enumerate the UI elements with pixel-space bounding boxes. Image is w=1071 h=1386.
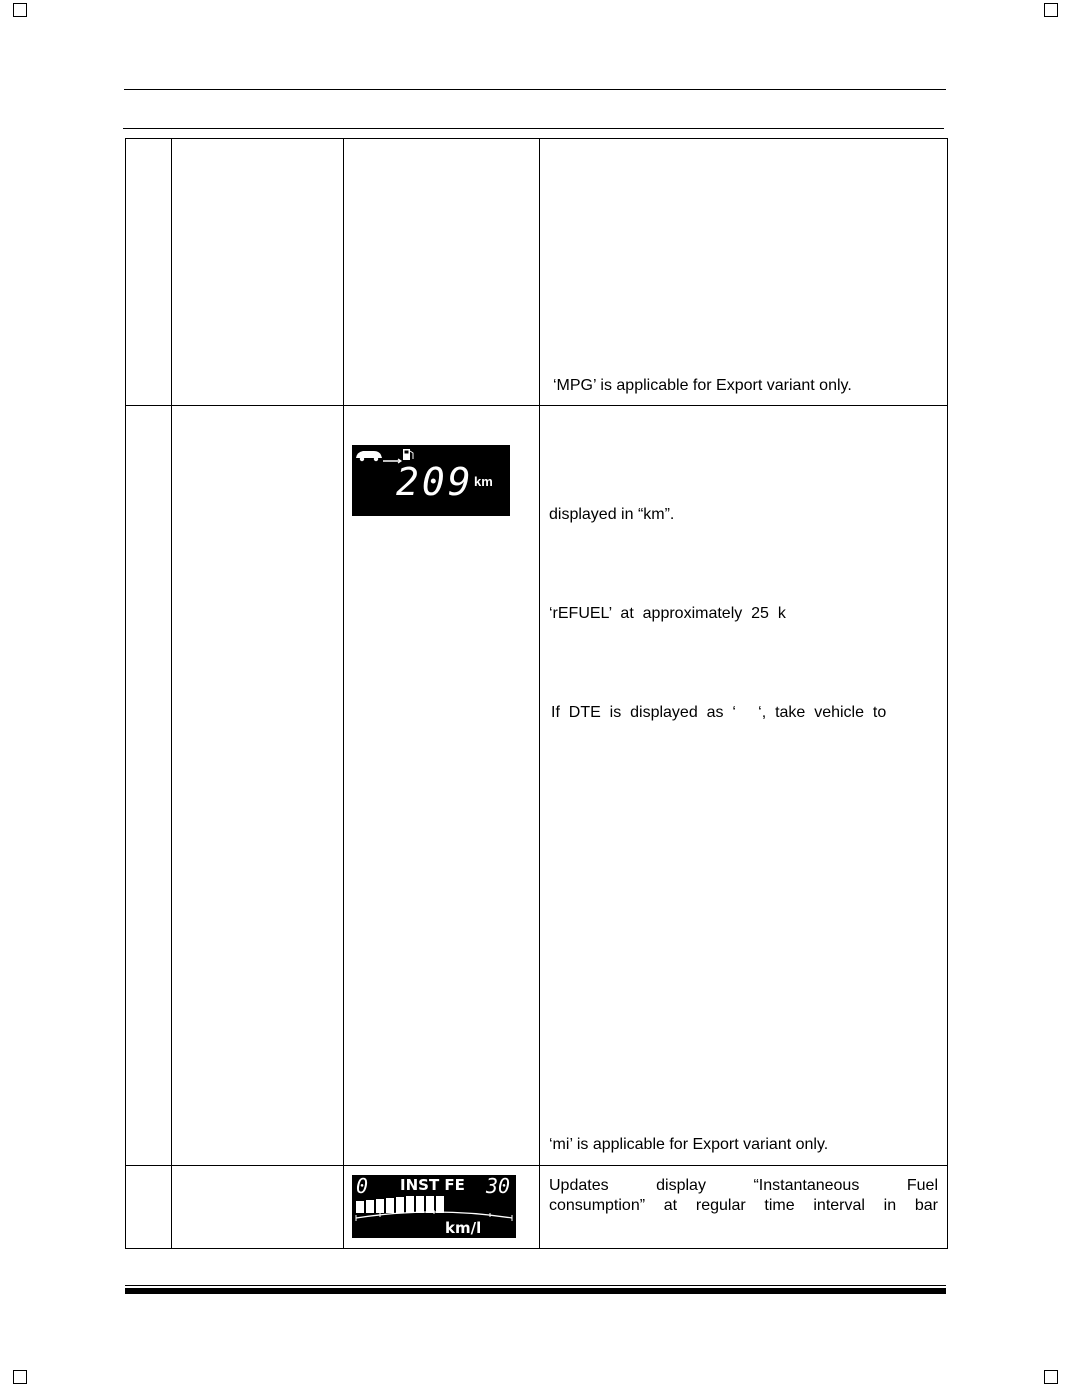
cell-feature [172,1166,344,1249]
header-rule-top [124,89,946,90]
header-rule-bottom [123,128,944,129]
cell-feature [172,139,344,406]
table-row [126,139,948,406]
dte-value: 209 [396,460,474,504]
dte-lcd-display [352,445,510,516]
description-line: Updates display “Instantaneous Fuel [549,1177,938,1194]
inst-fe-lcd-display [352,1175,516,1238]
inst-fe-max: 30 [486,1174,511,1198]
inst-fe-min: 0 [356,1174,369,1198]
crop-mark-top-left [13,3,27,17]
description-line: displayed in “km”. [549,506,675,523]
inst-fe-unit: km/l [445,1219,482,1237]
description-line: consumption” at regular time interval in bar [549,1197,938,1214]
cell-display [344,139,540,406]
description-line: ‘MPG’ is applicable for Export variant only. [553,377,852,394]
cell-display [344,406,540,1166]
cell-index [126,139,172,406]
footer-rule-thin [125,1285,946,1286]
footer-rule-thick [125,1288,946,1294]
cell-index [126,406,172,1166]
inst-fe-label: INST FE [400,1176,465,1194]
cell-description [540,139,948,406]
description-line: ‘rEFUEL’ at approximately 25 k [549,605,786,622]
cell-description [540,1166,948,1249]
description-line: If DTE is displayed as ‘ ‘, take vehicle to [551,704,887,721]
crop-mark-top-right [1044,3,1058,17]
crop-mark-bottom-left [13,1370,27,1384]
crop-mark-bottom-right [1044,1370,1058,1384]
dte-unit: km [474,474,493,489]
description-line: ‘mi’ is applicable for Export variant only. [549,1136,829,1153]
inst-fe-scale-arc [352,1208,516,1228]
cell-feature [172,406,344,1166]
spec-table [125,138,948,1249]
cell-description [540,406,948,1166]
table-row [126,1166,948,1249]
cell-display [344,1166,540,1249]
cell-index [126,1166,172,1249]
table-row [126,406,948,1166]
